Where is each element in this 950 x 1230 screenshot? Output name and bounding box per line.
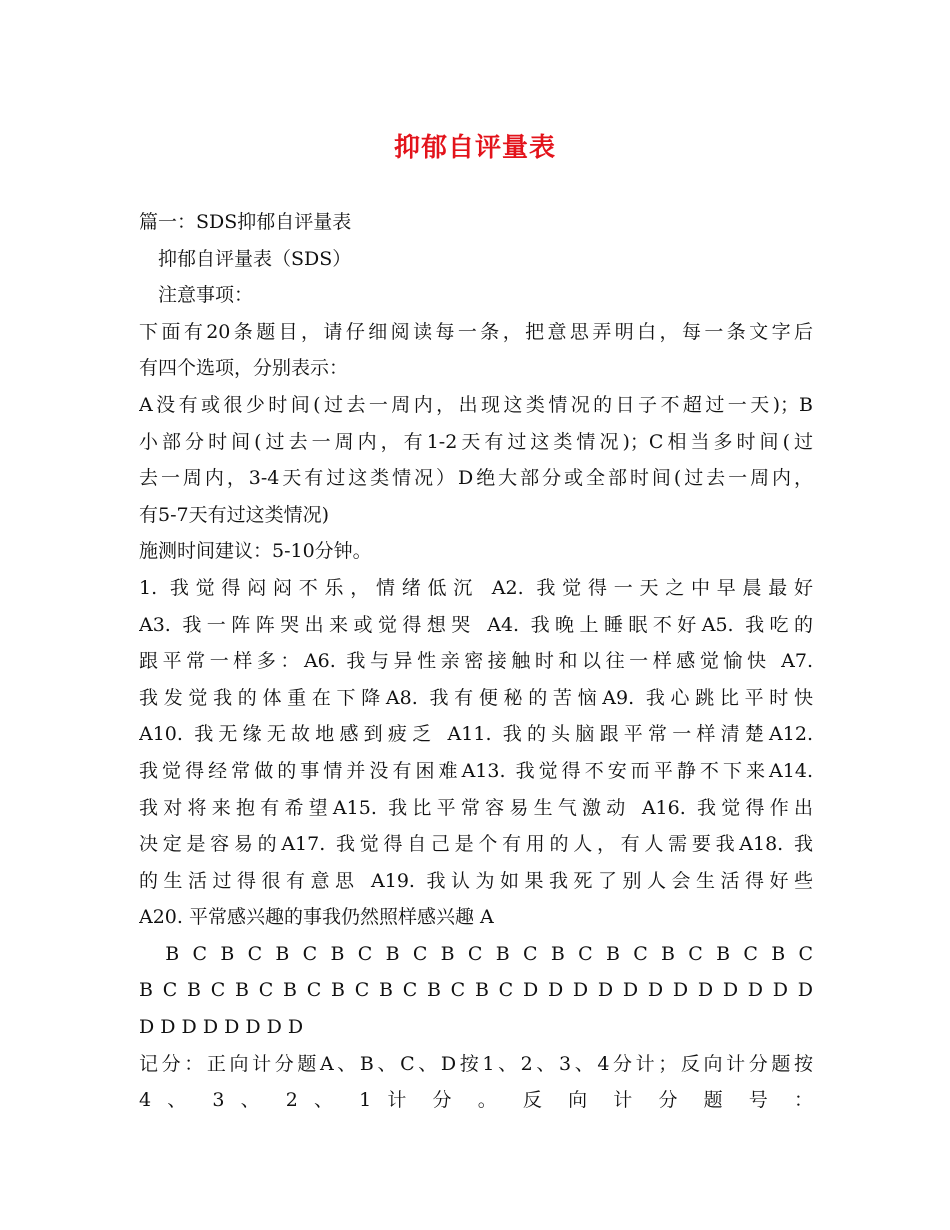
heading-line: 篇一：SDS抑郁自评量表 (139, 211, 352, 233)
options-line: D D D D D D D D (139, 1016, 304, 1039)
question-line: 跟平常一样多：A6. 我与异性亲密接触时和以往一样感觉愉快 A7. (139, 650, 813, 673)
text-line: 下面有20条题目，请仔细阅读每一条，把意思弄明白，每一条文字后 (139, 320, 813, 343)
options-line: B C B C B C B C B C B C B C B C D D D D D D D D D D D D (139, 979, 813, 1002)
text-line: 小部分时间(过去一周内，有1-2天有过这类情况)；C相当多时间(过 (139, 430, 813, 453)
text-line: 有5-7天有过这类情况) (139, 503, 330, 526)
text-line: 施测时间建议：5-10分钟。 (139, 540, 372, 563)
question-line: 我对将来抱有希望A15. 我比平常容易生气激动 A16. 我觉得作出 (139, 796, 813, 819)
question-line: 1. 我觉得闷闷不乐，情绪低沉 A2. 我觉得一天之中早晨最好 (139, 576, 813, 599)
text-line: A没有或很少时间(过去一周内，出现这类情况的日子不超过一天)；B (139, 393, 813, 416)
scoring-line: 记分：正向计分题A、B、C、D按1、2、3、4分计；反向计分题按 (139, 1052, 813, 1075)
question-line: A10. 我无缘无故地感到疲乏 A11. 我的头脑跟平常一样清楚A12. (139, 723, 813, 746)
text-line: 注意事项： (139, 284, 254, 307)
text-line: 去一周内，3-4天有过这类情况）D绝大部分或全部时间(过去一周内， (139, 467, 813, 490)
text-line: 有四个选项，分别表示： (139, 357, 349, 380)
question-line: 的生活过得很有意思 A19. 我认为如果我死了别人会生活得好些 (139, 869, 813, 892)
document-body (139, 204, 813, 1119)
question-line: 决定是容易的A17. 我觉得自己是个有用的人，有人需要我A18. 我 (139, 833, 813, 856)
heading-line: 抑郁自评量表（SDS） (139, 247, 352, 270)
question-line: A3. 我一阵阵哭出来或觉得想哭 A4. 我晚上睡眠不好A5. 我吃的 (139, 613, 813, 636)
scoring-line: 4 、 3 、 2 、 1 计 分 。 反 向 计 分 题 号 ： (139, 1089, 813, 1112)
options-line: B C B C B C B C B C B C B C B C B C B C B C B C (139, 942, 813, 965)
question-line: 我觉得经常做的事情并没有困难A13. 我觉得不安而平静不下来A14. (139, 759, 813, 782)
document-title: 抑郁自评量表 (393, 133, 556, 163)
question-line: 我发觉我的体重在下降A8. 我有便秘的苦恼A9. 我心跳比平时快 (139, 686, 813, 709)
question-line: A20. 平常感兴趣的事我仍然照样感兴趣 A (139, 906, 494, 929)
